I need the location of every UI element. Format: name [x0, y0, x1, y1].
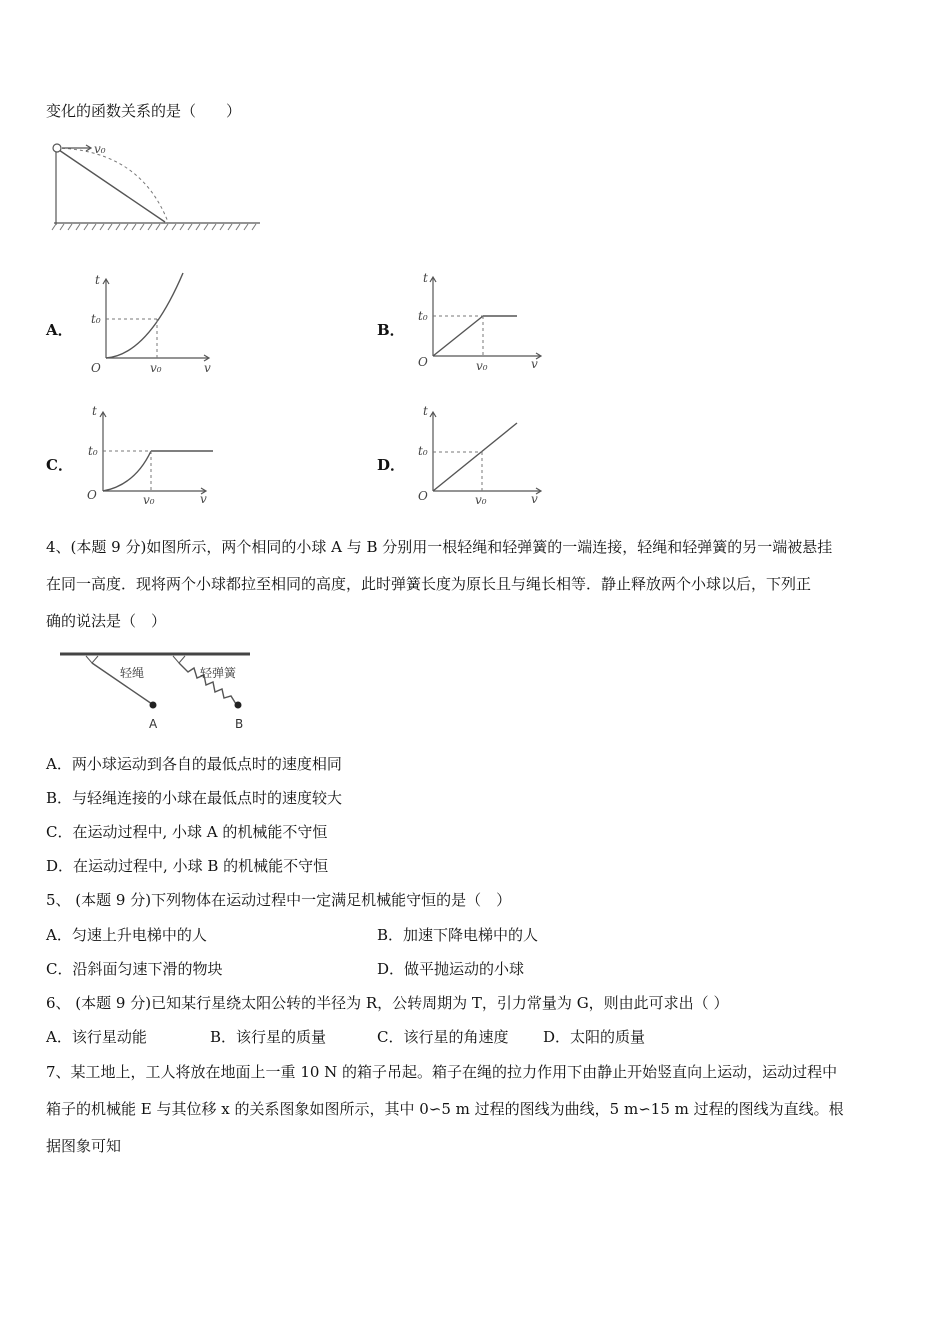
q4-option-a: A．两小球运动到各自的最低点时的速度相同 — [46, 755, 342, 773]
q6-stem: 6、 (本题 9 分)已知某行星绕太阳公转的半径为 R，公转周期为 T，引力常量为 G，则由此可求出（ ） — [46, 994, 729, 1012]
svg-text:v₀: v₀ — [476, 359, 488, 373]
svg-text:v: v — [531, 357, 538, 371]
svg-text:O: O — [418, 489, 428, 503]
option-b-label: B． — [377, 321, 405, 339]
projectile-figure — [50, 140, 265, 235]
q5-option-c: C．沿斜面匀速下滑的物块 — [46, 960, 223, 978]
q6-option-a: A．该行星动能 — [46, 1028, 147, 1046]
q7-stem-line2: 箱子的机械能 E 与其位移 x 的关系图象如图所示，其中 0∽5 m 过程的图线为曲线，5 m∽15 m 过程的图线为直线。根 — [46, 1100, 844, 1118]
svg-text:v₀: v₀ — [150, 361, 162, 375]
q4-option-c: C．在运动过程中, 小球 A 的机械能不守恒 — [46, 823, 328, 841]
graph-a — [88, 270, 223, 380]
q6-option-d: D．太阳的质量 — [543, 1028, 646, 1046]
svg-text:O: O — [418, 355, 428, 369]
svg-text:O: O — [91, 361, 101, 375]
svg-text:t₀: t₀ — [88, 444, 98, 458]
q7-stem-line3: 据图象可知 — [46, 1137, 122, 1155]
q5-option-a: A．匀速上升电梯中的人 — [46, 926, 207, 944]
svg-text:t: t — [423, 404, 428, 418]
svg-text:t₀: t₀ — [418, 309, 428, 323]
rope-label: 轻绳 — [120, 666, 145, 680]
rope-spring-figure — [60, 648, 255, 738]
q4-stem-line3: 确的说法是（ ） — [46, 612, 167, 630]
svg-text:t₀: t₀ — [91, 312, 101, 326]
svg-text:t: t — [92, 404, 97, 418]
option-d-label: D． — [377, 456, 406, 474]
svg-text:t₀: t₀ — [418, 444, 428, 458]
svg-text:t: t — [95, 273, 100, 287]
q6-option-b: B．该行星的质量 — [210, 1028, 327, 1046]
option-a-label: A． — [46, 321, 73, 339]
svg-text:v₀: v₀ — [143, 493, 155, 507]
ball-a-label: A — [149, 717, 158, 731]
q5-option-d: D．做平抛运动的小球 — [377, 960, 525, 978]
option-c-label: C． — [46, 456, 73, 474]
ball-b-label: B — [235, 717, 244, 731]
q5-stem: 5、 (本题 9 分)下列物体在运动过程中一定满足机械能守恒的是（ ） — [46, 891, 512, 909]
q4-stem-line1: 4、(本题 9 分)如图所示，两个相同的小球 A 与 B 分别用一根轻绳和轻弹簧的一端连接，轻绳和轻弹簧的另一端被悬挂 — [46, 538, 833, 556]
svg-text:v: v — [200, 492, 207, 506]
spring-label: 轻弹簧 — [200, 666, 237, 680]
q7-stem-line1: 7、某工地上，工人将放在地面上一重 10 N 的箱子吊起。箱子在绳的拉力作用下由静止开始竖直向上运动，运动过程中 — [46, 1063, 838, 1081]
q3-stem-tail: 变化的函数关系的是（ ） — [46, 102, 242, 120]
svg-text:v: v — [204, 361, 211, 375]
q4-stem-line2: 在同一高度．现将两个小球都拉至相同的高度，此时弹簧长度为原长且与绳长相等．静止释放两个小球以后，下列正 — [46, 575, 812, 593]
graph-c — [85, 403, 220, 513]
v0-label: v₀ — [94, 142, 106, 156]
svg-text:O: O — [87, 488, 97, 502]
graph-d — [415, 403, 550, 513]
q4-option-d: D．在运动过程中, 小球 B 的机械能不守恒 — [46, 857, 329, 875]
graph-b — [415, 268, 550, 378]
q4-option-b: B．与轻绳连接的小球在最低点时的速度较大 — [46, 789, 343, 807]
q5-option-b: B．加速下降电梯中的人 — [377, 926, 539, 944]
svg-text:t: t — [423, 271, 428, 285]
q6-option-c: C．该行星的角速度 — [377, 1028, 509, 1046]
svg-text:v: v — [531, 492, 538, 506]
svg-text:v₀: v₀ — [475, 493, 487, 507]
